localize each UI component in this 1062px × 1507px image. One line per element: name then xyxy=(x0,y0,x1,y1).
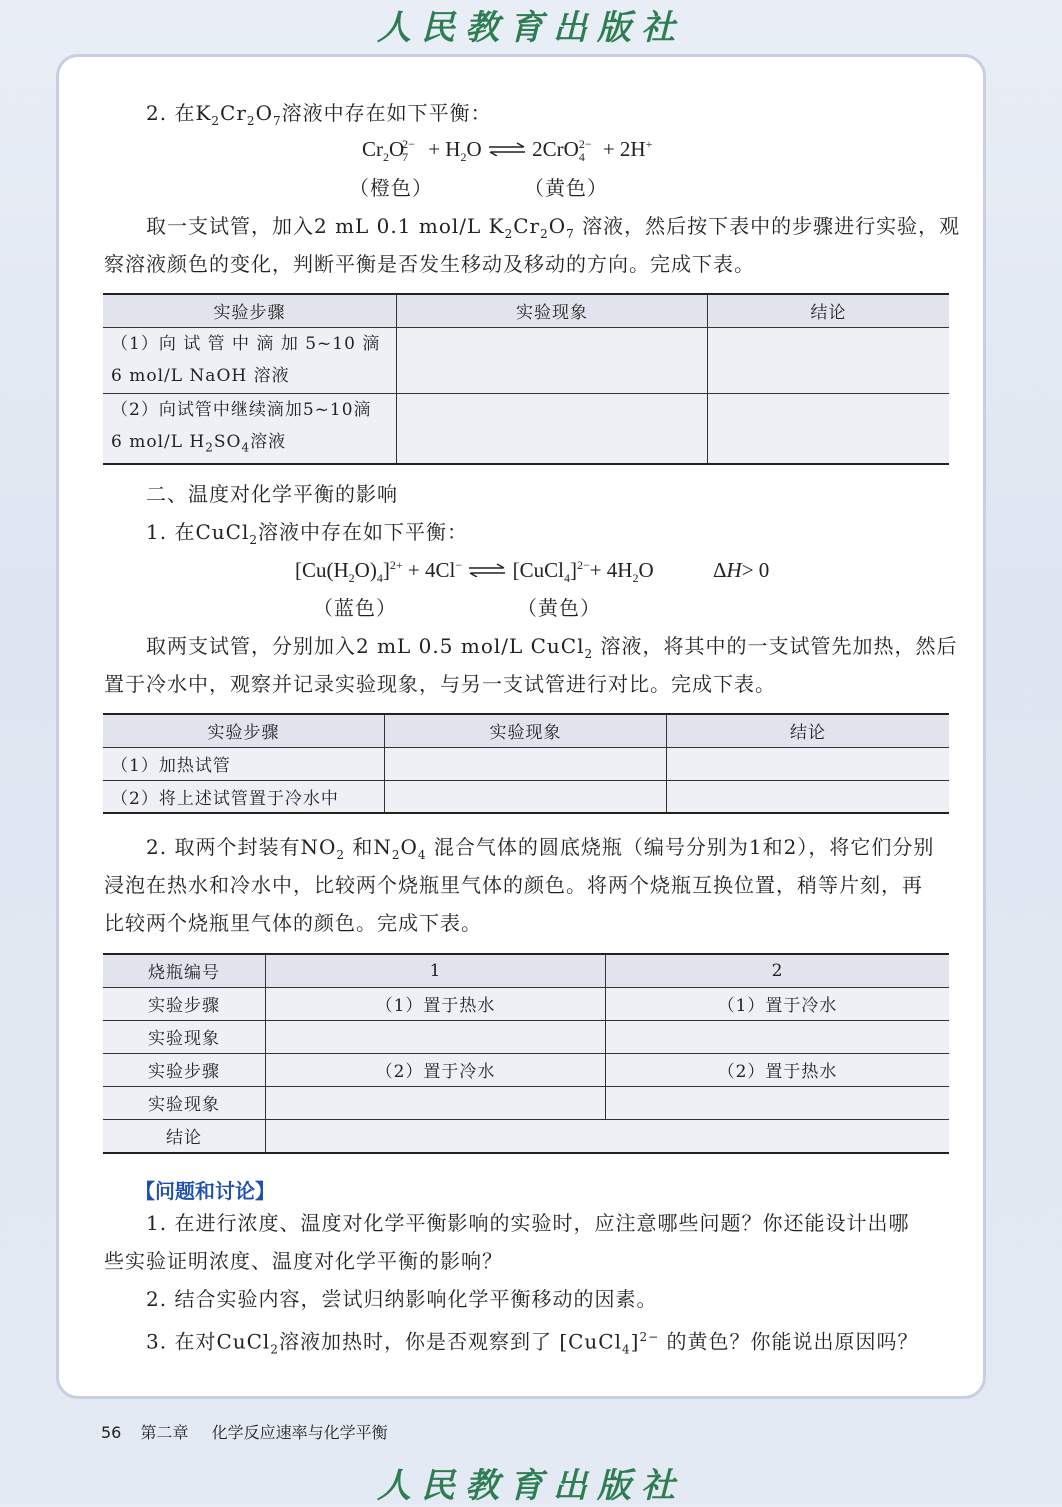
table-row xyxy=(103,327,949,393)
observation-cell[interactable] xyxy=(397,393,708,464)
s2-paragraph-line1: 取两支试管，分别加入2 mL 0.5 mol/L CuCl$_2$ 溶液，将其中的一支试管先加热，然后 xyxy=(146,634,958,661)
observation-cell[interactable] xyxy=(606,1020,950,1053)
header-cell: 实验现象 xyxy=(385,714,667,747)
step-cell: （1）置于冷水 xyxy=(606,987,950,1020)
conclusion-cell[interactable] xyxy=(708,393,950,464)
s2-table xyxy=(103,713,949,814)
row-label-cell: 结论 xyxy=(103,1119,266,1153)
header-cell: 2 xyxy=(606,954,950,987)
equilibrium-arrow-icon xyxy=(467,563,507,577)
discussion-q3: 3. 在对CuCl$_2$溶液加热时，你是否观察到了 [CuCl$_4$]$^{2-}$ 的黄色？你能说出原因吗？ xyxy=(146,1329,919,1357)
s2-enthalpy: ΔH> 0 xyxy=(713,558,770,582)
step-cell: （1）置于热水 xyxy=(266,987,606,1020)
table-header-row xyxy=(103,294,949,327)
observation-cell[interactable] xyxy=(606,1086,950,1119)
s3-paragraph-line3: 比较两个烧瓶里气体的颜色。完成下表。 xyxy=(104,911,482,935)
row-label-cell: 实验现象 xyxy=(103,1086,266,1119)
s2-item-title: 1. 在CuCl$_2$溶液中存在如下平衡： xyxy=(146,520,468,547)
s1-color-left: （橙色） xyxy=(349,176,433,200)
step-cell: （2）向试管中继续滴加5~10滴 6 mol/L $H_2SO_4$溶液 xyxy=(103,393,397,464)
table-row xyxy=(103,987,949,1020)
table-row xyxy=(103,1086,949,1119)
step-cell: （1）加热试管 xyxy=(103,747,385,780)
step-cell: （2）将上述试管置于冷水中 xyxy=(103,780,385,813)
header-cell: 实验步骤 xyxy=(103,714,385,747)
table-row xyxy=(103,1053,949,1086)
observation-cell[interactable] xyxy=(266,1020,606,1053)
header-cell: 烧瓶编号 xyxy=(103,954,266,987)
s3-paragraph-line2: 浸泡在热水和冷水中，比较两个烧瓶里气体的颜色。将两个烧瓶互换位置，稍等片刻，再 xyxy=(104,873,923,897)
observation-cell[interactable] xyxy=(385,747,667,780)
s3-paragraph-line1: 2. 取两个封装有$NO_2$ 和$N_2O_4$ 混合气体的圆底烧瓶（编号分别为1和2），将它们分别 xyxy=(146,835,935,862)
s1-paragraph-line2: 察溶液颜色的变化，判断平衡是否发生移动及移动的方向。完成下表。 xyxy=(104,252,755,276)
s1-equation: $Cr_2O_7^{2-} + H_2O$ 2CrO$_4^{2-}$ + 2H+ xyxy=(362,137,653,165)
table-row xyxy=(103,1020,949,1053)
step-cell: （2）置于冷水 xyxy=(266,1053,606,1086)
table-row xyxy=(103,393,949,464)
discussion-q2: 2. 结合实验内容，尝试归纳影响化学平衡移动的因素。 xyxy=(146,1287,658,1311)
table-row xyxy=(103,747,949,780)
row-label-cell: 实验步骤 xyxy=(103,1053,266,1086)
observation-cell[interactable] xyxy=(266,1086,606,1119)
table-header-row xyxy=(103,954,949,987)
observation-cell[interactable] xyxy=(397,327,708,393)
header-cell: 实验现象 xyxy=(397,294,708,327)
s1-color-right: （黄色） xyxy=(524,176,608,200)
page-footer xyxy=(101,1420,388,1443)
step-cell: （2）置于热水 xyxy=(606,1053,950,1086)
s1-item-title: 2. 在$K_2Cr_2O_7$溶液中存在如下平衡： xyxy=(146,101,492,128)
row-label-cell: 实验现象 xyxy=(103,1020,266,1053)
s1-paragraph-line1: 取一支试管，加入2 mL 0.1 mol/L $K_2Cr_2O_7$ 溶液，然后按下表中的步骤进行实验，观 xyxy=(146,214,961,241)
content-card xyxy=(56,54,986,1399)
s2-color-right: （黄色） xyxy=(517,596,601,620)
header-cell: 结论 xyxy=(708,294,950,327)
header-cell: 结论 xyxy=(667,714,950,747)
table-row xyxy=(103,780,949,813)
step-cell: （1）向 试 管 中 滴 加 5~10 滴 6 mol/L NaOH 溶液 xyxy=(103,327,397,393)
publisher-logo-bottom: 人民教育出版社 xyxy=(377,1466,685,1506)
s2-section-title: 二、温度对化学平衡的影响 xyxy=(146,482,398,506)
page-number: 56 xyxy=(101,1423,122,1442)
discussion-q1-line2: 些实验证明浓度、温度对化学平衡的影响？ xyxy=(104,1249,503,1273)
row-label-cell: 实验步骤 xyxy=(103,987,266,1020)
table-row xyxy=(103,1119,949,1153)
conclusion-cell[interactable] xyxy=(708,327,950,393)
discussion-heading: 【问题和讨论】 xyxy=(135,1179,275,1203)
s2-color-left: （蓝色） xyxy=(313,596,397,620)
s2-equation: $[Cu(H_2O)_4]^{2+} + 4Cl^-$ [CuCl$_4$]$^{2-}$+ $4H_2O$ xyxy=(295,558,654,586)
publisher-logo-top: 人民教育出版社 xyxy=(377,8,685,48)
conclusion-cell[interactable] xyxy=(667,780,950,813)
header-cell: 实验步骤 xyxy=(103,294,397,327)
observation-cell[interactable] xyxy=(385,780,667,813)
equilibrium-arrow-icon xyxy=(487,142,527,156)
discussion-q1-line1: 1. 在进行浓度、温度对化学平衡影响的实验时，应注意哪些问题？你还能设计出哪 xyxy=(146,1211,910,1235)
s2-paragraph-line2: 置于冷水中，观察并记录实验现象，与另一支试管进行对比。完成下表。 xyxy=(104,672,776,696)
s3-table xyxy=(103,953,949,1154)
chapter-label: 第二章 xyxy=(140,1423,189,1442)
s1-table xyxy=(103,293,949,465)
table-header-row xyxy=(103,714,949,747)
conclusion-cell[interactable] xyxy=(667,747,950,780)
chapter-title: 化学反应速率与化学平衡 xyxy=(211,1423,388,1442)
conclusion-cell[interactable] xyxy=(266,1119,950,1153)
header-cell: 1 xyxy=(266,954,606,987)
